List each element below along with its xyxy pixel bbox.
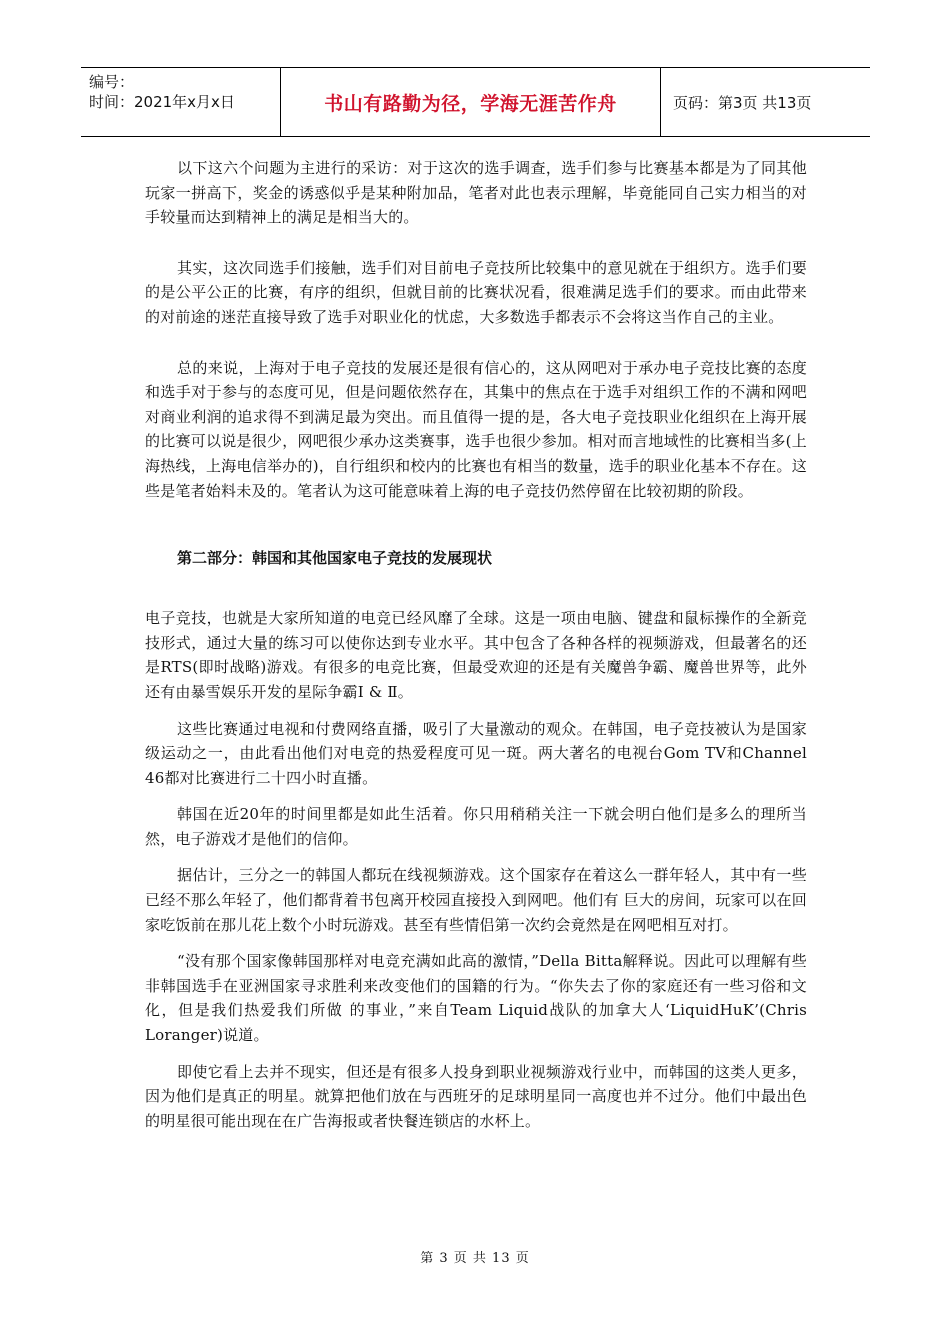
document-number-label: 编号： bbox=[89, 73, 135, 91]
page-footer bbox=[0, 1247, 950, 1266]
paragraph: 即使它看上去并不现实，但还是有很多人投身到职业视频游戏行业中，而韩国的这类人更多，因为他们是真正的明星。就算把他们放在与西班牙的足球明星同一高度也并不过分。他们中最出色的明星很可能出现在在广告海报或者快餐连锁店的水杯上。 bbox=[145, 1062, 807, 1130]
header-page-cell bbox=[661, 68, 870, 136]
paragraph: “没有那个国家像韩国那样对电竞充满如此高的激情，”Della Bitta解释说。因此可以理解有些非韩国选手在亚洲国家寻求胜利来改变他们的国籍的行为。“你失去了你的家庭还有一些习俗和文化，但是我们热爱我们所做 的事业，”来自Team Liquid战队的加拿大人‘LiquidHuK’(Chris Loranger)说道。 bbox=[145, 952, 807, 1045]
footer-page-number: 第 3 页 共 13 页 bbox=[420, 1251, 530, 1266]
paragraph: 电子竞技，也就是大家所知道的电竞已经风靡了全球。这是一项由电脑、键盘和鼠标操作的全新竞技形式，通过大量的练习可以使你达到专业水平。其中包含了各种各样的视频游戏，但最著名的还是RTS(即时战略)游戏。有很多的电竞比赛，但最受欢迎的还是有关魔兽争霸、魔兽世界等，此外还有由暴雪娱乐开发的星际争霸Ⅰ & Ⅱ。 bbox=[145, 609, 807, 701]
header-motto: 书山有路勤为径，学海无涯苦作舟 bbox=[324, 92, 617, 115]
document-body bbox=[145, 156, 807, 1133]
paragraph: 韩国在近20年的时间里都是如此生活着。你只用稍稍关注一下就会明白他们是多么的理所当然，电子游戏才是他们的信仰。 bbox=[145, 805, 807, 848]
paragraph: 据估计，三分之一的韩国人都玩在线视频游戏。这个国家存在着这么一群年轻人，其中有一些已经不那么年轻了，他们都背着书包离开校园直接投入到网吧。他们有 巨大的房间，玩家可以在回家吃饭前在那儿花上数个小时玩游戏。甚至有些情侣第一次约会竟然是在网吧相互对打。 bbox=[145, 866, 807, 934]
header-page-info: 页码：第3页 共13页 bbox=[673, 93, 812, 112]
paragraph: 以下这六个问题为主进行的采访：对于这次的选手调查，选手们参与比赛基本都是为了同其他玩家一拼高下，奖金的诱惑似乎是某种附加品，笔者对此也表示理解，毕竟能同自己实力相当的对手较量而达到精神上的满足是相当大的。 bbox=[145, 159, 807, 227]
header-motto-cell bbox=[281, 68, 661, 136]
document-date-label: 时间：2021年x月x日 bbox=[89, 93, 235, 111]
paragraph: 这些比赛通过电视和付费网络直播，吸引了大量激动的观众。在韩国，电子竞技被认为是国家级运动之一，由此看出他们对电竞的热爱程度可见一斑。两大著名的电视台Gom TV和Channel 46都对比赛进行二十四小时直播。 bbox=[145, 719, 807, 787]
header-meta-cell bbox=[81, 68, 281, 136]
section-heading: 第二部分：韩国和其他国家电子竞技的发展现状 bbox=[177, 549, 493, 568]
paragraph: 总的来说，上海对于电子竞技的发展还是很有信心的，这从网吧对于承办电子竞技比赛的态度和选手对于参与的态度可见，但是问题依然存在，其集中的焦点在于选手对组织工作的不满和网吧对商业利润的追求得不到满足最为突出。而且值得一提的是，各大电子竞技职业化组织在上海开展的比赛可以说是很少，网吧很少承办这类赛事，选手也很少参加。相对而言地域性的比赛相当多(上海热线，上海电信举办的)，自行组织和校内的比赛也有相当的数量，选手的职业化基本不存在。这些是笔者始料未及的。笔者认为这可能意味着上海的电子竞技仍然停留在比较初期的阶段。 bbox=[145, 358, 807, 500]
page-header bbox=[81, 67, 870, 137]
paragraph: 其实，这次同选手们接触，选手们对目前电子竞技所比较集中的意见就在于组织方。选手们要的是公平公正的比赛，有序的组织，但就目前的比赛状况看，很难满足选手们的要求。而由此带来的对前途的迷茫直接导致了选手对职业化的忧虑，大多数选手都表示不会将这当作自己的主业。 bbox=[145, 258, 807, 326]
